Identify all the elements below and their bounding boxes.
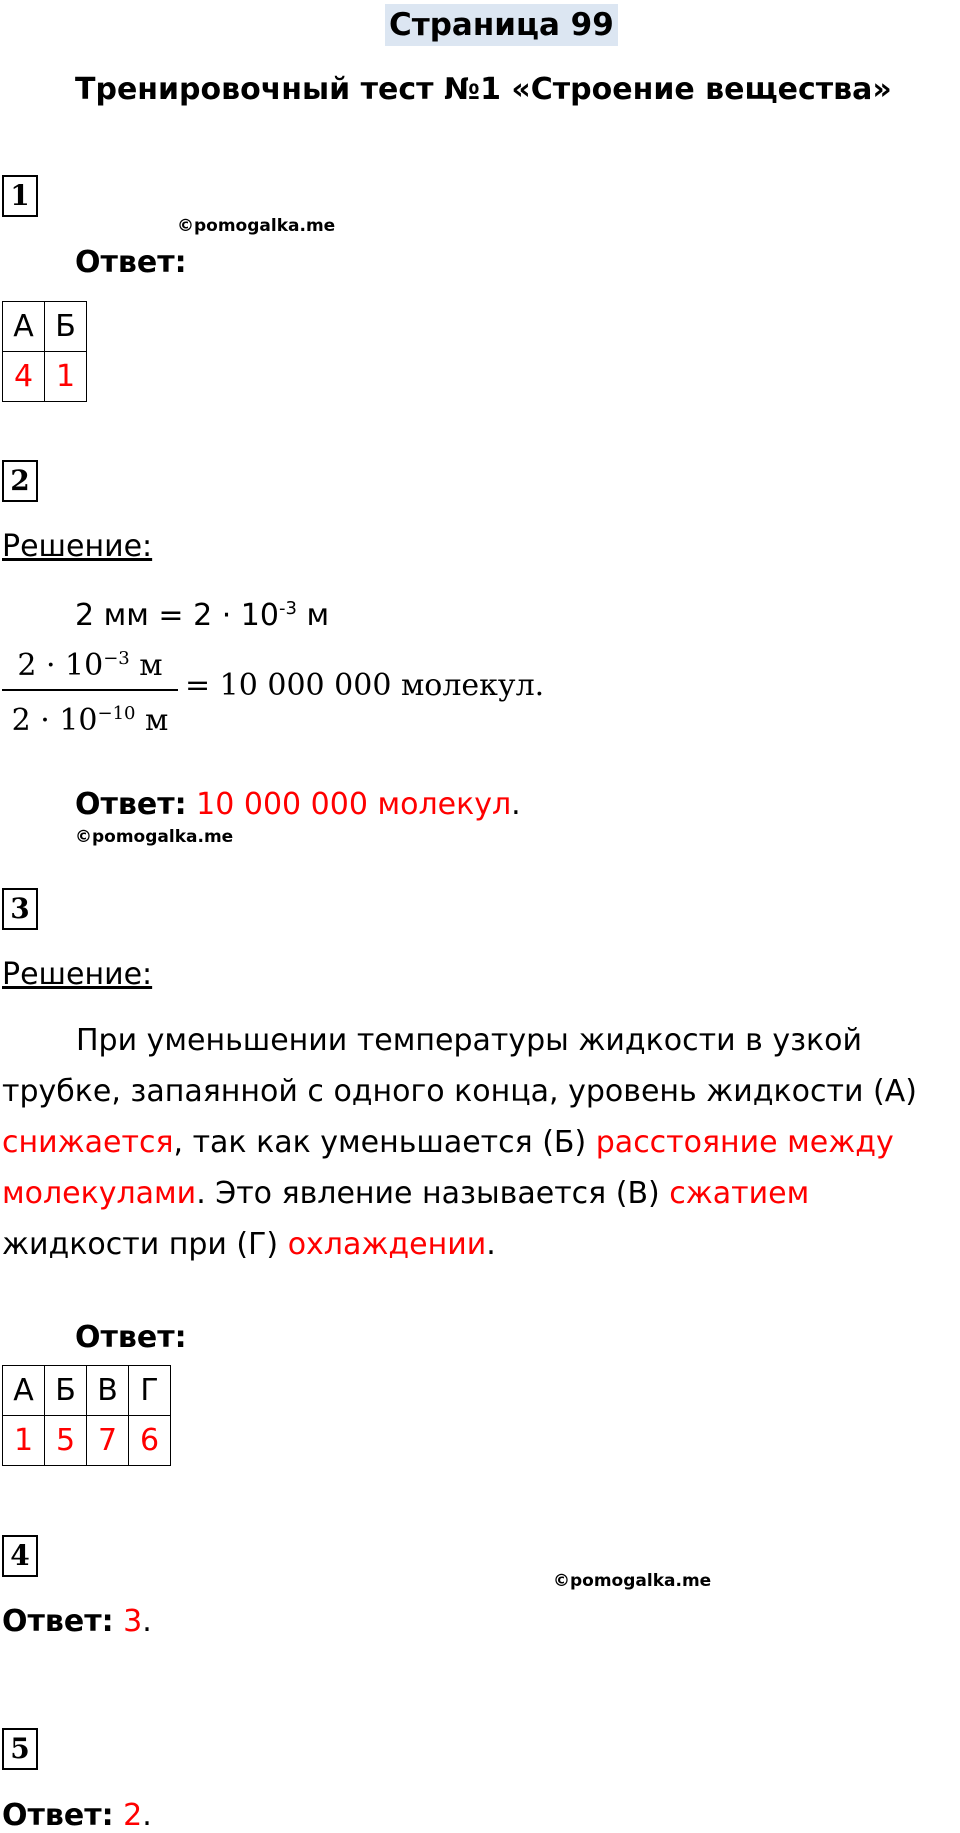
watermark: ©pomogalka.me <box>75 827 234 847</box>
q3-solution-label: Решение: <box>2 957 153 992</box>
question-4-number: 4 <box>2 1535 38 1577</box>
fraction-denominator: $2 \cdot 10^{-10}$ м <box>11 703 169 738</box>
table-value-cell: 1 <box>45 352 87 402</box>
q1-answer-table <box>2 301 87 402</box>
table-header-cell: Б <box>45 302 87 352</box>
q5-answer: Ответ: 2. <box>2 1798 152 1833</box>
q2-answer: Ответ: 10 000 000 молекул. <box>75 787 521 822</box>
q4-answer: Ответ: 3. <box>2 1604 152 1639</box>
question-3-number: 3 <box>2 888 38 930</box>
table-value-cell: 5 <box>45 1416 87 1466</box>
watermark: ©pomogalka.me <box>177 216 336 236</box>
question-1-number: 1 <box>2 175 38 217</box>
fraction-bar <box>2 689 178 691</box>
q3-answer-label: Ответ: <box>75 1320 187 1355</box>
table-header-cell: А <box>3 302 45 352</box>
q2-fraction <box>2 640 178 740</box>
q1-answer-label: Ответ: <box>75 245 187 280</box>
q3-solution-text: При уменьшении температуры жидкости в узкой трубке, запаянной с одного конца, уровень жидкости (А) снижается, так как уменьшается (Б) расстояние между молекулами. Это явление называется (В) сжатием жидкости при (Г) охлаждении. <box>2 1023 917 1262</box>
watermark: ©pomogalka.me <box>553 1571 712 1591</box>
table-value-cell: 1 <box>3 1416 45 1466</box>
page-title: Страница 99 <box>385 4 618 46</box>
q2-solution-label: Решение: <box>2 529 153 564</box>
table-value-cell: 6 <box>129 1416 171 1466</box>
table-header-cell: А <box>3 1366 45 1416</box>
q3-answer-table <box>2 1365 171 1466</box>
question-2-number: 2 <box>2 460 38 502</box>
fraction-numerator: $2 \cdot 10^{-3}$ м <box>17 648 163 683</box>
table-value-cell: 7 <box>87 1416 129 1466</box>
question-5-number: 5 <box>2 1728 38 1770</box>
test-title: Тренировочный тест №1 «Строение вещества» <box>75 72 892 107</box>
q2-result: = 10 000 000 молекул. <box>185 668 545 703</box>
table-value-cell: 4 <box>3 352 45 402</box>
table-header-cell: В <box>87 1366 129 1416</box>
table-header-cell: Б <box>45 1366 87 1416</box>
q2-given: 2 мм = $2 \cdot 10^{-3}$ м <box>75 598 330 633</box>
table-header-cell: Г <box>129 1366 171 1416</box>
